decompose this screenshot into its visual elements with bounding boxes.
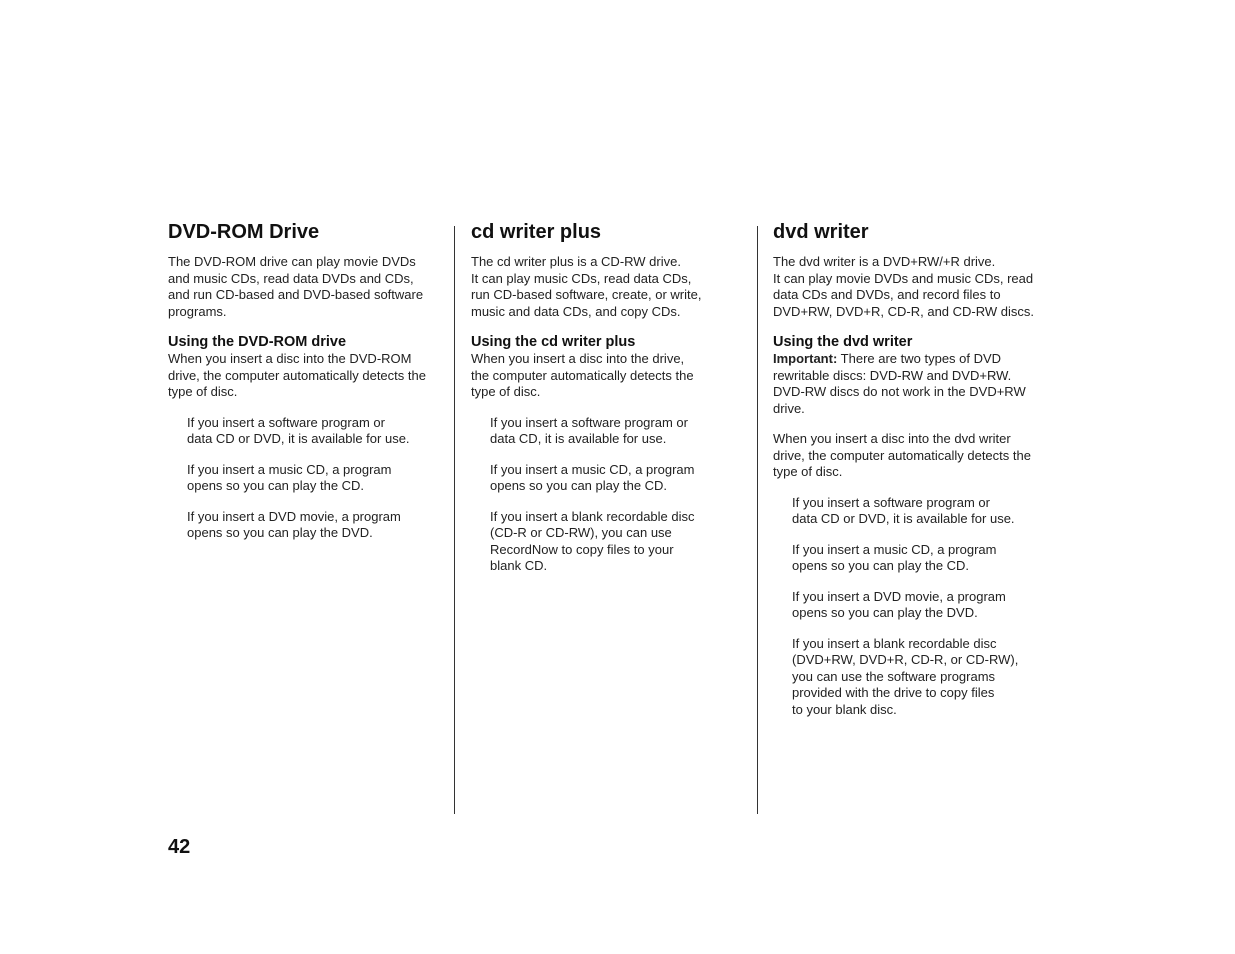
intro-paragraph: The DVD-ROM drive can play movie DVDs and music CDs, read data DVDs and CDs, and run CD-based and DVD-based software programs. [168,254,424,319]
important-note: Important: There are two types of DVD rewritable discs: DVD-RW and DVD+RW. DVD-RW discs do not work in the DVD+RW drive. [773,351,1026,416]
section-title: cd writer plus [471,221,602,243]
column-cd-writer-plus [471,220,741,589]
column-dvd-rom-drive [168,220,438,556]
section-title: DVD-ROM Drive [168,221,320,243]
list-item: If you insert a software program or data CD or DVD, it is available for use. [792,494,1015,526]
important-label: Important: [773,351,838,366]
subheading: Using the DVD-ROM drive [168,334,347,350]
list-item: If you insert a DVD movie, a program opens so you can play the DVD. [187,508,401,540]
intro-paragraph: The cd writer plus is a CD-RW drive. It can play music CDs, read data CDs, run CD-based software, create, or write, music and data CDs, and copy CDs. [471,254,702,319]
list-item: If you insert a music CD, a program opens so you can play the CD. [490,461,695,493]
column-divider [454,226,455,814]
body-paragraph: When you insert a disc into the dvd writer drive, the computer automatically detects the type of disc. [773,431,1031,479]
list-item: If you insert a software program or data CD, it is available for use. [490,414,688,446]
section-title: dvd writer [773,221,869,243]
intro-paragraph: The dvd writer is a DVD+RW/+R drive. It can play movie DVDs and music CDs, read data CDs and DVDs, and record files to DVD+RW, DVD+R, CD-R, and CD-RW discs. [773,254,1035,319]
subheading: Using the cd writer plus [471,334,636,350]
column-dvd-writer [773,220,1043,732]
body-paragraph: When you insert a disc into the DVD-ROM drive, the computer automatically detects the type of disc. [168,351,426,399]
list-item: If you insert a music CD, a program opens so you can play the CD. [792,541,997,573]
list-item: If you insert a DVD movie, a program opens so you can play the DVD. [792,588,1006,620]
list-item: If you insert a software program or data CD or DVD, it is available for use. [187,414,410,446]
body-paragraph: When you insert a disc into the drive, the computer automatically detects the type of disc. [471,351,694,399]
list-item: If you insert a blank recordable disc (DVD+RW, DVD+R, CD-R, or CD-RW), you can use the software programs provided with the drive to copy files to your blank disc. [792,635,1019,717]
page-number: 42 [168,836,191,858]
list-item: If you insert a music CD, a program opens so you can play the CD. [187,461,392,493]
list-item: If you insert a blank recordable disc (CD-R or CD-RW), you can use RecordNow to copy files to your blank CD. [490,508,695,573]
subheading: Using the dvd writer [773,334,913,350]
column-divider [757,226,758,814]
